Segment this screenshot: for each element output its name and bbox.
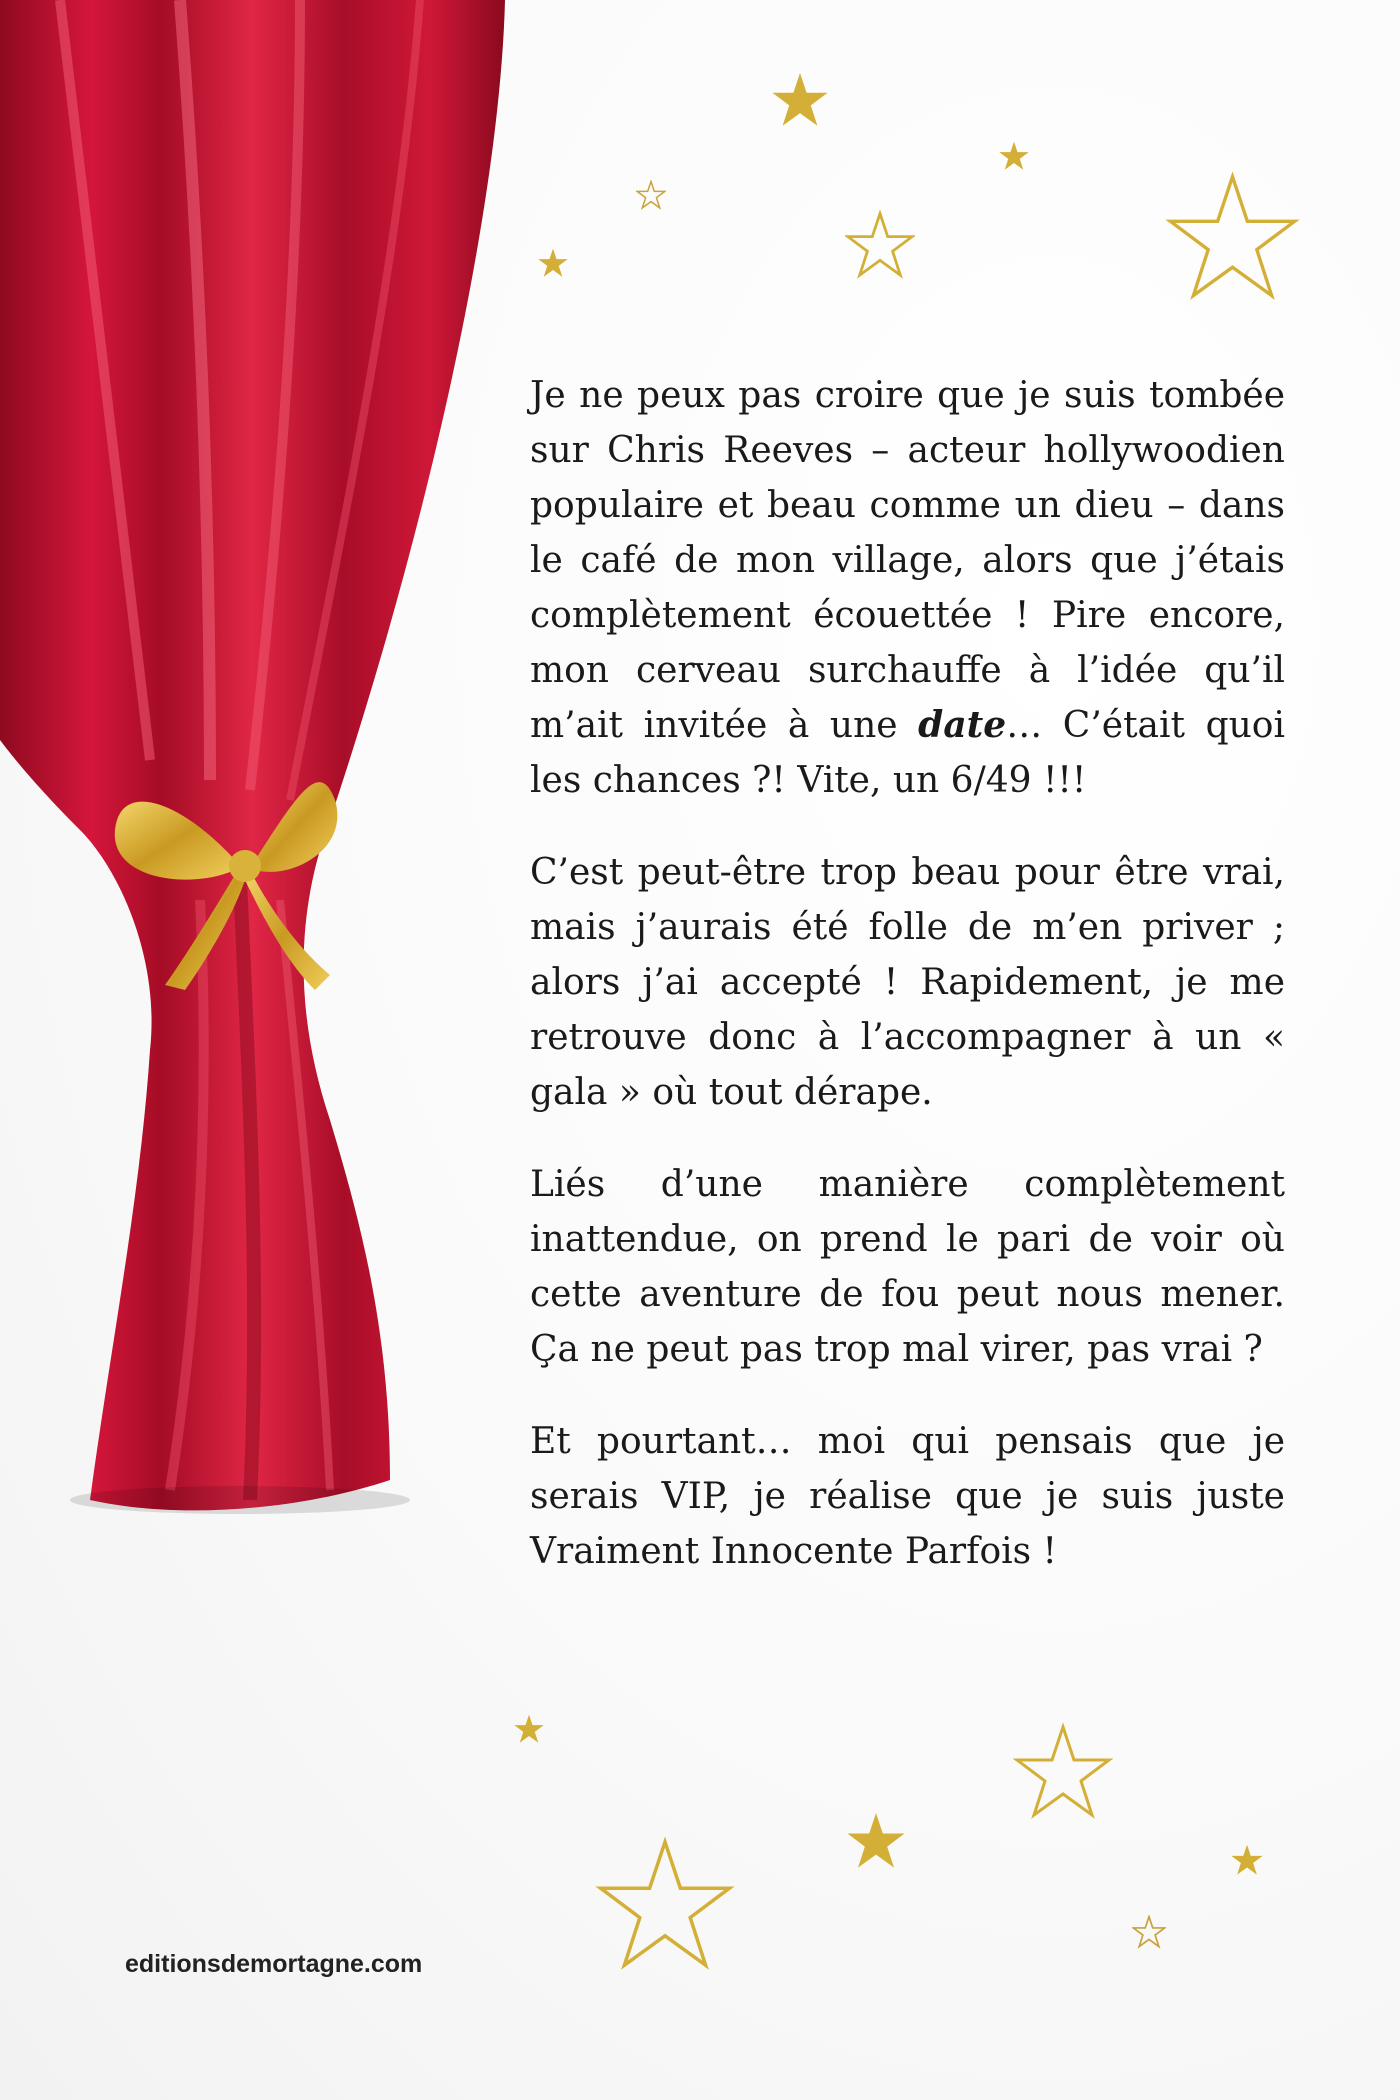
red-curtain-illustration xyxy=(0,0,520,1580)
outline-star-icon xyxy=(1165,170,1300,305)
publisher-website[interactable]: editionsdemortagne.com xyxy=(125,1950,423,1978)
blurb-paragraph-1: Je ne peux pas croire que je suis tombée sur Chris Reeves – acteur hollywoodien populaire et beau comme un dieu – dans le café de mon village, alors que j’étais complètement écouettée ! Pire encore, mon cerveau surchauffe à l’idée qu’il m’ait invitée à une date… C’était quoi les chances ?! Vite, un 6/49 !!! xyxy=(530,375,1285,801)
blurb-paragraph-3: Liés d’une manière complètement inattendue, on prend le pari de voir où cette aventure de fou peut nous mener. Ça ne peut pas trop mal virer, pas vrai ? xyxy=(530,1164,1285,1370)
gold-star-icon xyxy=(998,140,1030,172)
gold-star-icon xyxy=(1230,1843,1264,1877)
gold-star-icon xyxy=(770,70,830,130)
outline-star-icon xyxy=(1013,1722,1113,1822)
blurb-paragraph-2: C’est peut-être trop beau pour être vrai, mais j’aurais été folle de m’en priver ; alors j’ai accepté ! Rapidement, je me retrouve donc à l’accompagner à un « gala » où tout dérape. xyxy=(530,852,1285,1113)
outline-star-icon xyxy=(595,1835,735,1975)
outline-star-icon xyxy=(636,180,666,210)
gold-star-icon xyxy=(845,1810,907,1872)
outline-star-icon xyxy=(845,210,915,280)
blurb-paragraph-4: Et pourtant… moi qui pensais que je serais VIP, je réalise que je suis juste Vraiment Innocente Parfois ! xyxy=(530,1421,1285,1572)
gold-star-icon xyxy=(513,1713,545,1745)
gold-star-icon xyxy=(537,247,569,279)
back-cover-blurb xyxy=(530,368,1285,1616)
emphasized-word: date xyxy=(918,704,1007,746)
outline-star-icon xyxy=(1132,1915,1166,1949)
